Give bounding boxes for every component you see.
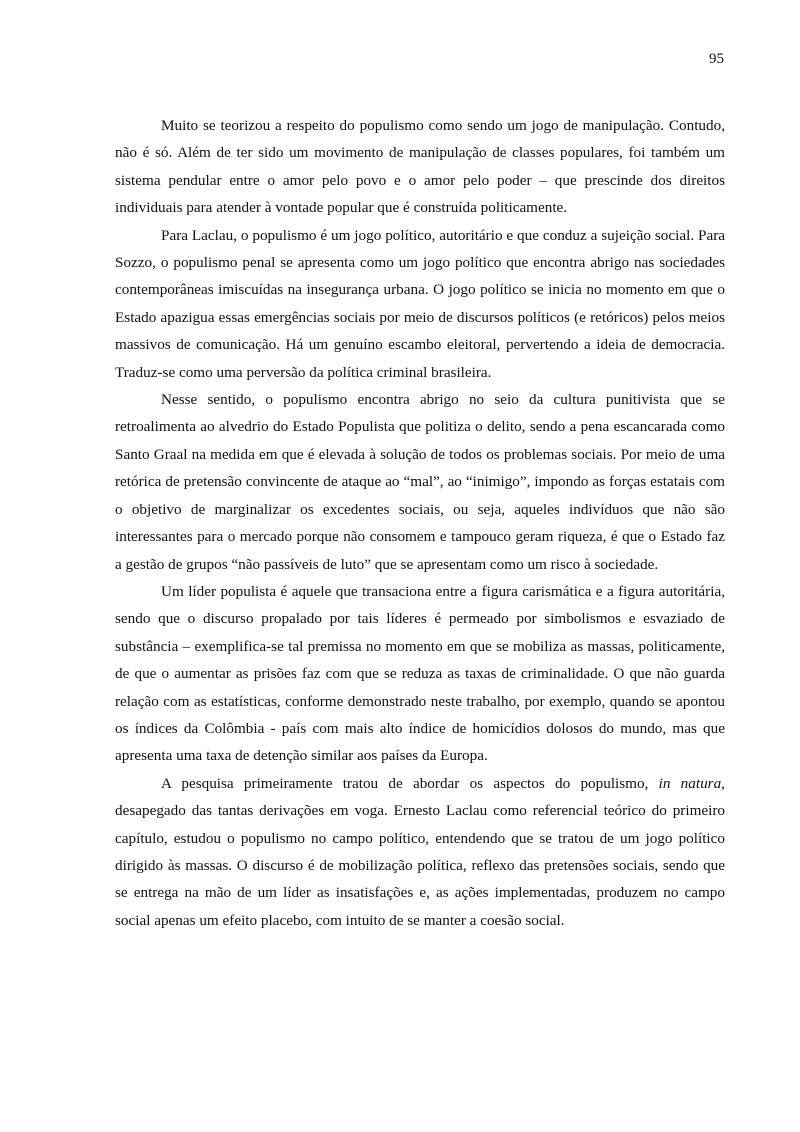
- paragraph-3: Nesse sentido, o populismo encontra abrigo no seio da cultura punitivista que se retroalimenta ao alvedrio do Estado Populista que politiza o delito, sendo a pena escancarada como Santo Graal na medida em que é elevada à solução de todos os problemas sociais. Por meio de uma retórica de pretensão convincente de ataque ao “mal”, ao “inimigo”, impondo as forças estatais com o objetivo de marginalizar os excedentes sociais, ou seja, aqueles indivíduos que não são interessantes para o mercado porque não consomem e tampouco geram riqueza, é que o Estado faz a gestão de grupos “não passíveis de luto” que se apresentam como um risco à sociedade.: [115, 391, 725, 573]
- page-number: 95: [709, 51, 724, 67]
- paragraph-2: Para Laclau, o populismo é um jogo político, autoritário e que conduz a sujeição social. Para Sozzo, o populismo penal se apresenta como um jogo político que encontra abrigo nas sociedades contemporâneas imiscuídas na insegurança urbana. O jogo político se inicia no momento em que o Estado apazigua essas emergências sociais por meio de discursos políticos (e retóricos) pelos meios massivos de comunicação. Há um genuíno escambo eleitoral, pervertendo a ideia de democracia. Traduz-se como uma perversão da política criminal brasileira.: [115, 226, 725, 381]
- paragraph-5-text-after: desapegado das tantas derivações em voga. Ernesto Laclau como referencial teórico do primeiro capítulo, estudou o populismo no campo político, entendendo que se tratou de um jogo político dirigido às massas. O discurso é de mobilização política, reflexo das pretensões sociais, sendo que se entrega na mão de um líder as insatisfações e, as ações implementadas, produzem no campo social apenas um efeito placebo, com intuito de se manter a coesão social.: [115, 802, 725, 929]
- body-text: [115, 112, 725, 934]
- paragraph-5-text-before: A pesquisa primeiramente tratou de abordar os aspectos do populismo,: [161, 774, 659, 792]
- paragraph-5: [115, 770, 725, 934]
- paragraph-4: Um líder populista é aquele que transaciona entre a figura carismática e a figura autoritária, sendo que o discurso propalado por tais líderes é permeado por simbolismos e esvaziado de substância – exemplifica-se tal premissa no momento em que se mobiliza as massas, politicamente, de que o aumentar as prisões faz com que se reduza as taxas de criminalidade. O que não guarda relação com as estatísticas, conforme demonstrado neste trabalho, por exemplo, quando se apontou os índices da Colômbia - país com mais alto índice de homicídios dolosos do mundo, mas que apresenta uma taxa de detenção similar aos países da Europa.: [115, 582, 725, 765]
- paragraph-5-italic-term: in natura,: [658, 774, 725, 792]
- paragraph-1: Muito se teorizou a respeito do populismo como sendo um jogo de manipulação. Contudo, não é só. Além de ter sido um movimento de manipulação de classes populares, foi também um sistema pendular entre o amor pelo povo e o amor pelo poder – que prescinde dos direitos individuais para atender à vontade popular que é construída politicamente.: [115, 117, 725, 217]
